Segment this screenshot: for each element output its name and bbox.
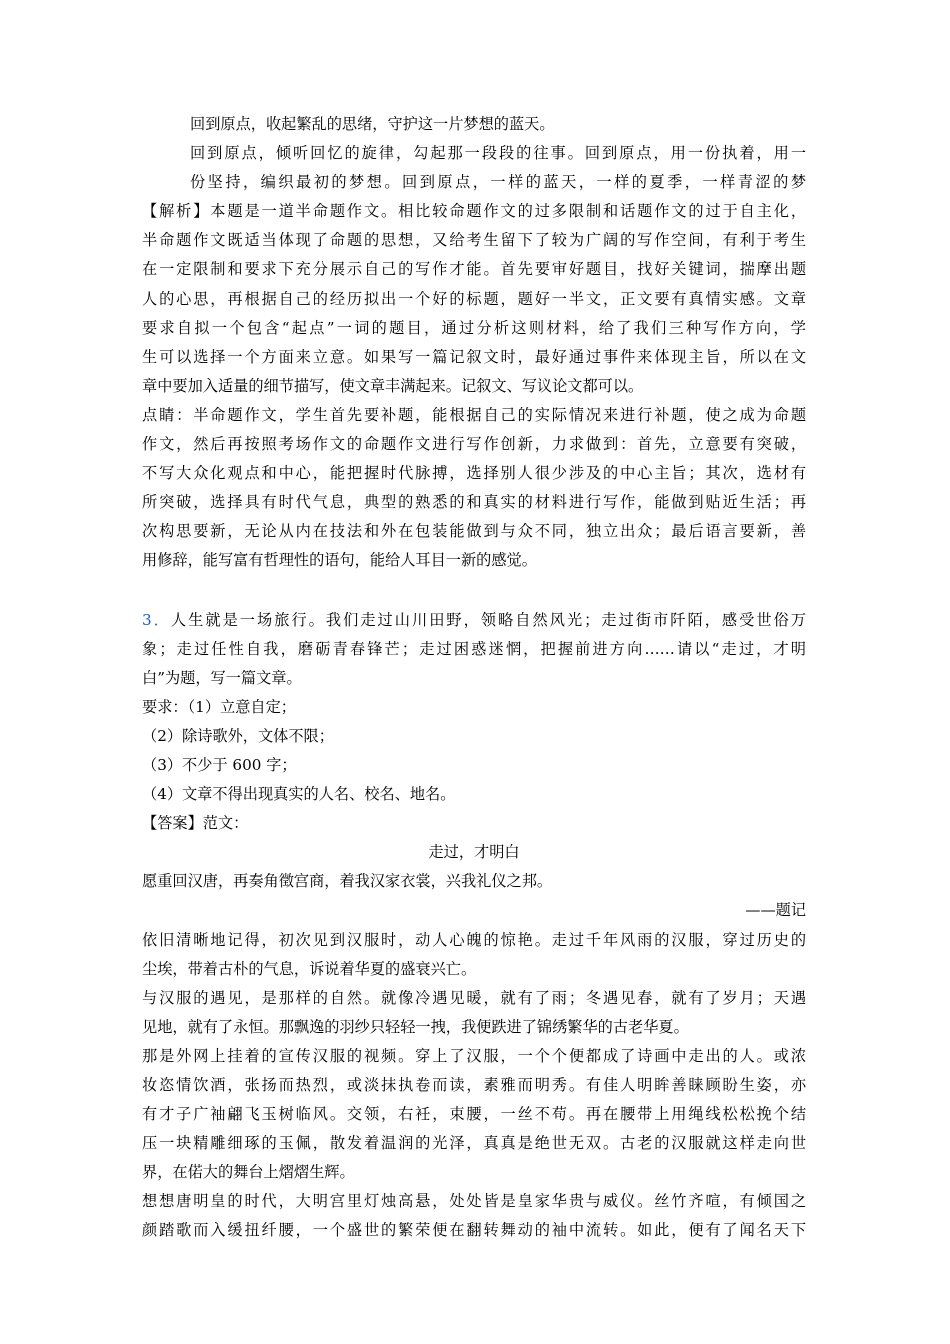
comment-line: 不写大众化观点和中心，能把握时代脉搏，选择别人很少涉及的中心主旨；其次，选材有: [142, 464, 806, 483]
essay-line: 有才子广袖翩飞玉树临风。交领，右衽，束腰，一丝不苟。再在腰带上用绳线松松挽个结: [142, 1105, 806, 1124]
question-line: 象；走过任性自我，磨砺青春锋芒；走过困惑迷惘，把握前进方向……请以“走过，才明: [142, 639, 806, 658]
analysis-line: 在一定限制和要求下充分展示自己的写作才能。首先要审好题目，找好关键词，揣摩出题: [142, 260, 806, 279]
comment-section: [142, 401, 806, 576]
essay-line: 依旧清晰地记得，初次见到汉服时，动人心魄的惊艳。走过千年风雨的汉服，穿过历史的: [142, 930, 806, 949]
essay-section: [142, 838, 806, 1245]
document-page: [142, 110, 806, 1246]
essay-line: 妆恣情饮酒，张扬而热烈，或淡抹执卷而读，素雅而明秀。有佳人明眸善睐顾盼生姿，亦: [142, 1076, 806, 1094]
essay-epigraph: 愿重回汉唐，再奏角徵宫商，着我汉家衣裳，兴我礼仪之邦。: [142, 872, 553, 891]
essay-line: 压一块精雕细琢的玉佩，散发着温润的光泽，真真是绝世无双。古老的汉服就这样走向世: [142, 1134, 806, 1153]
poem-line: 份坚持，编织最初的梦想。回到原点，一样的蓝天，一样的夏季，一样青涩的梦: [190, 173, 806, 192]
requirement-line: 要求：（1）立意自定；: [142, 697, 296, 716]
essay-line: 颜踏歌而入缓扭纤腰，一个盛世的繁荣便在翻转舞动的袖中流转。如此，便有了闻名天下: [142, 1221, 806, 1240]
section-gap: [142, 576, 806, 606]
essay-body: [142, 926, 806, 1246]
analysis-line: 要求自拟一个包含“起点”一词的题目，通过分析这则材料，给了我们三种写作方向，学: [142, 318, 806, 337]
comment-line: 所突破，选择具有时代气息，典型的熟悉的和真实的材料进行写作，能做到贴近生活；再: [142, 493, 806, 512]
essay-line: 尘埃，带着古朴的气息，诉说着华夏的盛衰兴亡。: [142, 959, 477, 978]
essay-line: 界，在偌大的舞台上熠熠生辉。: [142, 1163, 355, 1182]
analysis-line: 生可以选择一个方面来立意。如果写一篇记叙文时，最好通过事件来体现主旨，所以在文: [142, 347, 806, 366]
comment-line: 作文，然后再按照考场作文的命题作文进行写作创新，力求做到：首先，立意要有突破，: [142, 435, 806, 454]
requirement-line: （2）除诗歌外，文体不限；: [142, 726, 334, 745]
comment-line: 次构思要新，无论从内在技法和外在包装能做到与众不同，独立出众；最后语言要新，善: [142, 522, 806, 541]
question-text: 人生就是一场旅行。我们走过山川田野，领略自然风光；走过街市阡陌，感受世俗万: [170, 610, 806, 629]
analysis-line: 【解析】本题是一道半命题作文。相比较命题作文的过多限制和话题作文的过于自主化，: [142, 202, 806, 221]
question-line: 白”为题，写一篇文章。: [142, 668, 302, 687]
essay-title: 走过，才明白: [428, 843, 520, 862]
essay-signature: ——题记: [745, 901, 806, 920]
comment-line: 点睛：半命题作文，学生首先要补题，能根据自己的实际情况来进行补题，使之成为命题: [142, 405, 806, 424]
analysis-line: 人的心思，再根据自己的经历拟出一个好的标题，题好一半文，正文要有真情实感。文章: [142, 289, 806, 308]
question-number: 3．: [142, 610, 171, 629]
question-section: [142, 606, 806, 839]
essay-line: 见地，就有了永恒。那飘逸的羽纱只轻轻一拽，我便跌进了锦绣繁华的古老华夏。: [142, 1017, 689, 1036]
analysis-line: 章中要加入适量的细节描写，使文章丰满起来。记叙文、写议论文都可以。: [142, 376, 644, 395]
poem-line: 回到原点，倾听回忆的旋律，勾起那一段段的往事。回到原点，用一份执着，用一: [190, 144, 806, 163]
question-line: [142, 606, 806, 635]
poem-line: 回到原点，收起繁乱的思绪，守护这一片梦想的蓝天。: [190, 115, 555, 133]
requirement-line: （3）不少于 600 字；: [142, 755, 297, 774]
essay-line: 与汉服的遇见，是那样的自然。就像冷遇见暖，就有了雨；冬遇见春，就有了岁月；天遇: [142, 988, 806, 1007]
comment-line: 用修辞，能写富有哲理性的语句，能给人耳目一新的感觉。: [142, 551, 537, 570]
essay-line: 想想唐明皇的时代，大明宫里灯烛高悬，处处皆是皇家华贵与威仪。丝竹齐喧，有倾国之: [142, 1192, 806, 1211]
requirement-line: （4）文章不得出现真实的人名、校名、地名。: [142, 785, 456, 804]
essay-line: 那是外网上挂着的宣传汉服的视频。穿上了汉服，一个个便都成了诗画中走出的人。或浓: [142, 1046, 806, 1065]
analysis-section: [142, 197, 806, 401]
answer-label: 【答案】范文：: [142, 814, 249, 833]
analysis-line: 半命题作文既适当体现了命题的思想，又给考生留下了较为广阔的写作空间，有利于考生: [142, 231, 806, 250]
